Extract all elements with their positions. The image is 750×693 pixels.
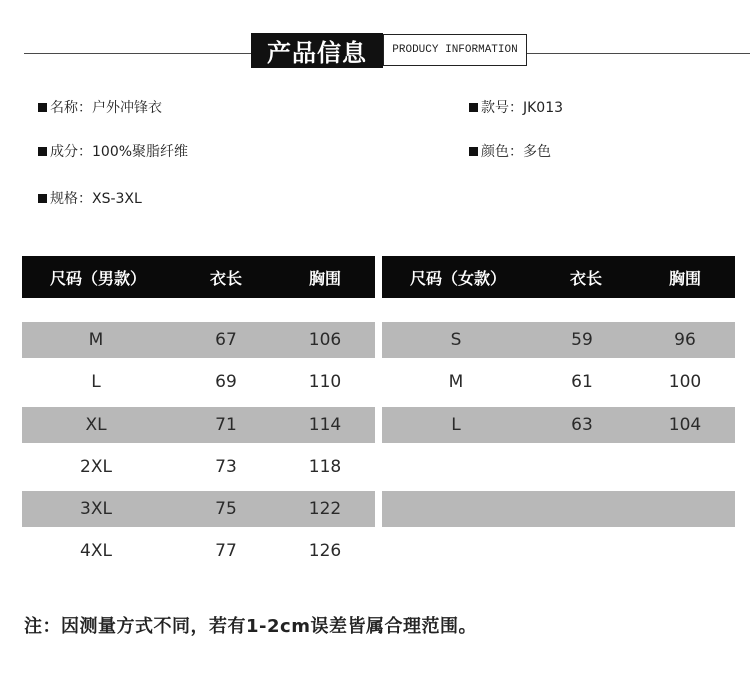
info-sizes-text: 规格：XS-3XL (50, 191, 142, 207)
men-cell-length: 69 (215, 372, 237, 392)
info-name-text: 名称：户外冲锋衣 (50, 100, 162, 116)
bullet-square-icon (469, 147, 478, 156)
table-row (22, 533, 375, 569)
bullet-square-icon (469, 103, 478, 112)
info-material (38, 141, 188, 161)
bullet-square-icon (38, 147, 47, 156)
women-header-chest: 胸围 (668, 268, 702, 288)
table-row (22, 491, 375, 527)
info-code (469, 97, 563, 117)
page-title: 产品信息 (251, 33, 383, 68)
women-cell-chest: 96 (674, 330, 696, 350)
men-cell-size: 3XL (80, 499, 112, 519)
men-cell-length: 71 (215, 415, 237, 435)
header-rule-left (24, 53, 251, 54)
bullet-square-icon (38, 194, 47, 203)
men-cell-chest: 110 (308, 372, 342, 392)
women-cell-size: L (451, 415, 461, 435)
table-row-empty (382, 491, 735, 527)
women-header-length: 衣长 (569, 268, 603, 288)
table-row (382, 364, 735, 400)
men-header-length: 衣长 (209, 268, 243, 288)
men-cell-size: XL (85, 415, 107, 435)
men-cell-size: M (88, 330, 104, 350)
women-header-size: 尺码（女款） (409, 268, 507, 288)
table-row (22, 407, 375, 443)
table-row (22, 322, 375, 358)
men-cell-chest: 106 (308, 330, 342, 350)
men-cell-chest: 126 (308, 541, 342, 561)
men-table-header (22, 256, 375, 298)
men-cell-length: 67 (215, 330, 237, 350)
table-row (22, 364, 375, 400)
info-material-text: 成分：100%聚脂纤维 (50, 144, 189, 160)
women-cell-chest: 100 (668, 372, 702, 392)
men-cell-chest: 122 (308, 499, 342, 519)
men-cell-chest: 114 (308, 415, 342, 435)
women-table-header (382, 256, 735, 298)
men-cell-size: 4XL (80, 541, 112, 561)
women-cell-length: 63 (571, 415, 593, 435)
women-cell-size: M (448, 372, 464, 392)
men-header-size: 尺码（男款） (49, 268, 147, 288)
men-cell-chest: 118 (308, 457, 342, 477)
bullet-square-icon (38, 103, 47, 112)
table-row (382, 407, 735, 443)
women-cell-size: S (450, 330, 462, 350)
info-name (38, 97, 162, 117)
info-color (469, 141, 551, 161)
women-cell-length: 59 (571, 330, 593, 350)
info-color-text: 颜色：多色 (481, 144, 551, 160)
men-cell-length: 73 (215, 457, 237, 477)
page-subtitle: PRODUCY INFORMATION (383, 34, 527, 66)
table-row (382, 322, 735, 358)
table-row (22, 449, 375, 485)
women-cell-chest: 104 (668, 415, 702, 435)
men-cell-size: 2XL (80, 457, 112, 477)
women-cell-length: 61 (571, 372, 593, 392)
measurement-note: 注：因测量方式不同，若有1-2cm误差皆属合理范围。 (24, 616, 477, 637)
info-sizes (38, 188, 142, 208)
men-cell-length: 77 (215, 541, 237, 561)
table-row-empty (382, 449, 735, 485)
header-rule-right (527, 53, 750, 54)
men-cell-length: 75 (215, 499, 237, 519)
men-header-chest: 胸围 (308, 268, 342, 288)
men-cell-size: L (91, 372, 101, 392)
info-code-text: 款号：JK013 (481, 100, 564, 116)
